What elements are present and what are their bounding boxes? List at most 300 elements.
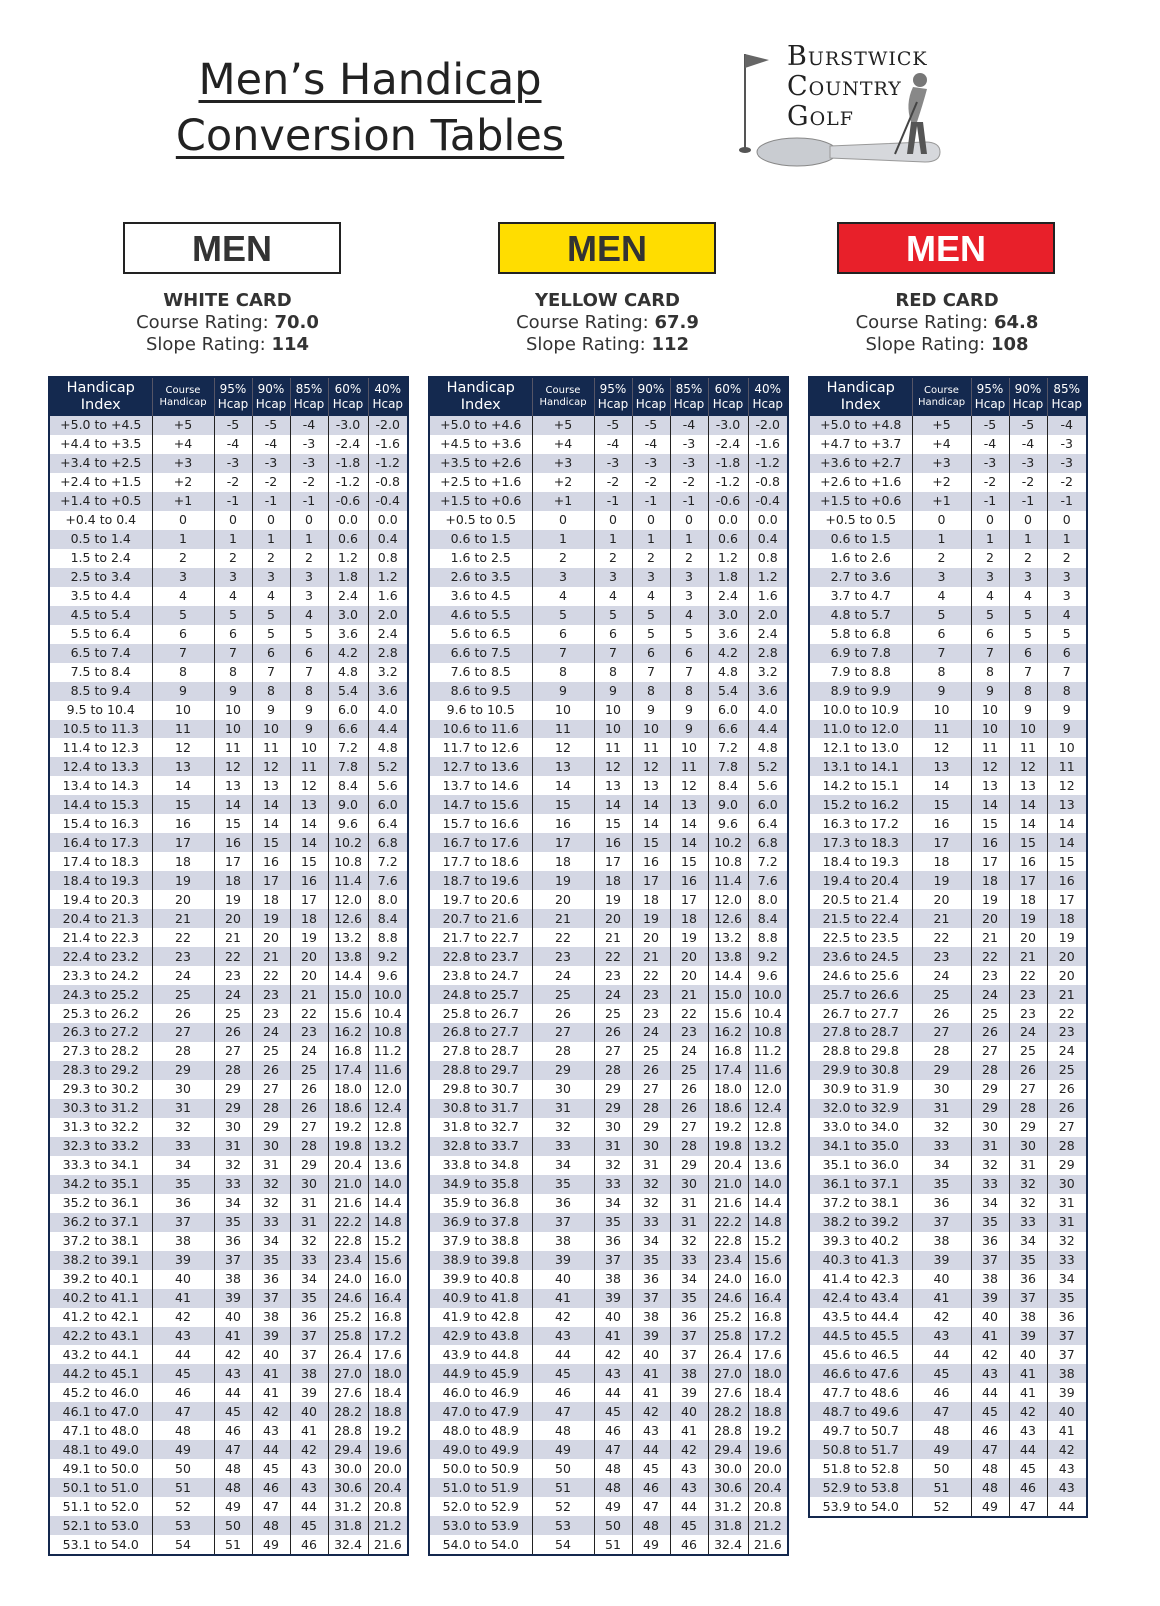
table-cell: 7 <box>594 644 632 663</box>
handicap-index-cell: 42.9 to 43.8 <box>429 1327 532 1346</box>
table-cell: 29 <box>214 1080 252 1099</box>
table-cell: 50 <box>152 1459 214 1478</box>
table-cell: 6 <box>1009 644 1047 663</box>
table-cell: -4 <box>290 416 328 435</box>
table-row <box>49 606 408 625</box>
table-cell: 15 <box>1047 852 1087 871</box>
table-cell: 27 <box>1047 1118 1087 1137</box>
table-cell: -0.4 <box>748 492 788 511</box>
table-cell: 10 <box>1047 738 1087 757</box>
table-row <box>429 1364 788 1383</box>
table-cell: 26 <box>1009 1061 1047 1080</box>
table-cell: 17 <box>532 833 594 852</box>
handicap-index-cell: 4.5 to 5.4 <box>49 606 152 625</box>
table-cell: -4 <box>252 435 290 454</box>
table-cell: 13.8 <box>328 947 368 966</box>
handicap-index-cell: 20.5 to 21.4 <box>809 890 912 909</box>
table-cell: 20 <box>632 928 670 947</box>
table-cell: 45 <box>214 1402 252 1421</box>
table-cell: 30 <box>971 1118 1009 1137</box>
table-cell: 34 <box>912 1156 971 1175</box>
table-cell: 9.6 <box>328 814 368 833</box>
table-cell: 41 <box>971 1327 1009 1346</box>
table-cell: 21 <box>670 985 708 1004</box>
table-cell: 37 <box>912 1213 971 1232</box>
table-cell: 21 <box>1009 947 1047 966</box>
table-cell: 4 <box>971 587 1009 606</box>
yellow-card-name: YELLOW CARD <box>535 290 680 311</box>
table-cell: 4.8 <box>328 663 368 682</box>
table-cell: 11 <box>252 738 290 757</box>
table-row <box>809 795 1087 814</box>
table-cell: 42 <box>632 1402 670 1421</box>
table-row <box>809 1383 1087 1402</box>
table-cell: 41 <box>252 1364 290 1383</box>
table-cell: 44 <box>632 1440 670 1459</box>
handicap-index-cell: 19.7 to 20.6 <box>429 890 532 909</box>
table-cell: 0 <box>252 511 290 530</box>
table-cell: -1.2 <box>328 473 368 492</box>
table-cell: 0.0 <box>748 511 788 530</box>
table-cell: 51 <box>912 1478 971 1497</box>
table-cell: 17.4 <box>328 1061 368 1080</box>
table-cell: 18.0 <box>368 1364 408 1383</box>
table-cell: 32 <box>252 1175 290 1194</box>
table-cell: 3 <box>290 568 328 587</box>
column-header: 85% Hcap <box>670 377 708 416</box>
table-cell: 18.8 <box>748 1402 788 1421</box>
table-cell: 8 <box>1047 682 1087 701</box>
table-cell: 16.4 <box>368 1289 408 1308</box>
table-cell: 22 <box>252 966 290 985</box>
table-cell: 6.0 <box>708 701 748 720</box>
table-cell: 15.6 <box>368 1251 408 1270</box>
table-cell: 14 <box>912 776 971 795</box>
table-row <box>809 1402 1087 1421</box>
table-cell: 13 <box>252 776 290 795</box>
table-cell: 2.4 <box>708 587 748 606</box>
table-row <box>809 625 1087 644</box>
table-cell: 21 <box>290 985 328 1004</box>
table-row <box>429 852 788 871</box>
table-cell: 17 <box>1047 890 1087 909</box>
table-cell: 39 <box>252 1327 290 1346</box>
column-header: 95% Hcap <box>971 377 1009 416</box>
table-cell: 14 <box>971 795 1009 814</box>
table-cell: 40 <box>594 1308 632 1327</box>
table-cell: 25.8 <box>328 1327 368 1346</box>
table-cell: 9 <box>1009 701 1047 720</box>
table-row <box>809 1118 1087 1137</box>
table-cell: 8.0 <box>368 890 408 909</box>
table-row <box>49 568 408 587</box>
table-cell: 17 <box>670 890 708 909</box>
table-cell: 6.4 <box>368 814 408 833</box>
table-cell: -2.4 <box>328 435 368 454</box>
table-cell: 42 <box>214 1345 252 1364</box>
handicap-index-cell: +1.4 to +0.5 <box>49 492 152 511</box>
handicap-index-cell: 28.8 to 29.8 <box>809 1042 912 1061</box>
handicap-index-cell: 52.0 to 52.9 <box>429 1497 532 1516</box>
table-cell: +1 <box>152 492 214 511</box>
table-cell: 14 <box>290 814 328 833</box>
table-row <box>49 814 408 833</box>
table-cell: 29 <box>594 1080 632 1099</box>
table-cell: 16.4 <box>748 1289 788 1308</box>
white-card-table <box>48 376 409 1556</box>
table-cell: 48 <box>214 1478 252 1497</box>
handicap-index-cell: +2.5 to +1.6 <box>429 473 532 492</box>
table-cell: 14 <box>152 776 214 795</box>
white-card-banner: MEN <box>123 222 341 274</box>
table-cell: 20 <box>252 928 290 947</box>
table-row <box>809 757 1087 776</box>
table-cell: 42 <box>1047 1440 1087 1459</box>
handicap-index-cell: 12.1 to 13.0 <box>809 738 912 757</box>
table-cell: 20 <box>1047 966 1087 985</box>
handicap-index-cell: 16.3 to 17.2 <box>809 814 912 833</box>
table-cell: 0 <box>594 511 632 530</box>
table-cell: -1.2 <box>748 454 788 473</box>
table-cell: 37 <box>670 1327 708 1346</box>
table-cell: 6.6 <box>708 720 748 739</box>
table-cell: 21 <box>532 909 594 928</box>
table-row <box>49 1118 408 1137</box>
table-cell: 27 <box>912 1023 971 1042</box>
table-cell: 24 <box>594 985 632 1004</box>
handicap-index-cell: 40.2 to 41.1 <box>49 1289 152 1308</box>
table-cell: 4.8 <box>748 738 788 757</box>
table-cell: 5 <box>252 625 290 644</box>
table-cell: 11 <box>971 738 1009 757</box>
table-cell: 22.8 <box>708 1232 748 1251</box>
table-cell: 26 <box>670 1080 708 1099</box>
table-row <box>809 1213 1087 1232</box>
table-cell: 31 <box>912 1099 971 1118</box>
handicap-index-cell: +2.4 to +1.5 <box>49 473 152 492</box>
table-cell: 7 <box>1009 663 1047 682</box>
table-cell: 32.4 <box>328 1535 368 1555</box>
table-cell: 14.0 <box>748 1175 788 1194</box>
table-cell: -5 <box>632 416 670 435</box>
handicap-index-cell: 33.3 to 34.1 <box>49 1156 152 1175</box>
table-cell: 33 <box>594 1175 632 1194</box>
table-cell: 35 <box>1009 1251 1047 1270</box>
handicap-index-cell: 10.0 to 10.9 <box>809 701 912 720</box>
table-cell: 49 <box>532 1440 594 1459</box>
table-cell: 9 <box>152 682 214 701</box>
handicap-index-cell: 27.8 to 28.7 <box>429 1042 532 1061</box>
table-cell: 13 <box>532 757 594 776</box>
table-cell: 14 <box>252 795 290 814</box>
table-cell: 42 <box>1009 1402 1047 1421</box>
handicap-index-cell: 54.0 to 54.0 <box>429 1535 532 1555</box>
table-cell: 13 <box>971 776 1009 795</box>
handicap-index-cell: +0.4 to 0.4 <box>49 511 152 530</box>
handicap-index-cell: 19.4 to 20.4 <box>809 871 912 890</box>
table-cell: 2 <box>152 549 214 568</box>
table-cell: 36 <box>152 1194 214 1213</box>
column-header: Handicap Index <box>809 377 912 416</box>
table-cell: +4 <box>912 435 971 454</box>
table-cell: 10 <box>971 701 1009 720</box>
table-cell: 9 <box>971 682 1009 701</box>
table-row <box>429 1042 788 1061</box>
table-cell: 5 <box>1009 606 1047 625</box>
table-row <box>49 416 408 435</box>
table-row <box>809 720 1087 739</box>
table-row <box>809 1345 1087 1364</box>
table-cell: +2 <box>152 473 214 492</box>
handicap-index-cell: +3.4 to +2.5 <box>49 454 152 473</box>
table-cell: 14 <box>594 795 632 814</box>
table-cell: 4.2 <box>328 644 368 663</box>
table-cell: 0 <box>971 511 1009 530</box>
table-cell: 23 <box>912 947 971 966</box>
table-row <box>429 871 788 890</box>
table-cell: 7 <box>1047 663 1087 682</box>
handicap-index-cell: +4.7 to +3.7 <box>809 435 912 454</box>
table-cell: 37 <box>1009 1289 1047 1308</box>
table-cell: -3 <box>290 454 328 473</box>
table-cell: 15.2 <box>748 1232 788 1251</box>
table-cell: -3 <box>971 454 1009 473</box>
handicap-index-cell: 41.4 to 42.3 <box>809 1270 912 1289</box>
table-cell: 27.6 <box>328 1383 368 1402</box>
table-cell: 19.2 <box>748 1421 788 1440</box>
table-cell: 17 <box>632 871 670 890</box>
table-cell: 33 <box>632 1213 670 1232</box>
table-row <box>429 985 788 1004</box>
table-cell: 19.2 <box>328 1118 368 1137</box>
table-cell: 0 <box>532 511 594 530</box>
table-cell: 8 <box>1009 682 1047 701</box>
table-row <box>809 682 1087 701</box>
table-cell: 30 <box>1009 1137 1047 1156</box>
table-cell: 39 <box>632 1327 670 1346</box>
table-cell: 51 <box>214 1535 252 1555</box>
table-row <box>49 757 408 776</box>
table-cell: 1.2 <box>748 568 788 587</box>
table-row <box>809 833 1087 852</box>
table-cell: 15 <box>594 814 632 833</box>
table-cell: 26 <box>670 1099 708 1118</box>
table-cell: 18 <box>971 871 1009 890</box>
handicap-index-cell: 45.2 to 46.0 <box>49 1383 152 1402</box>
handicap-index-cell: 43.5 to 44.4 <box>809 1308 912 1327</box>
table-cell: 4 <box>252 587 290 606</box>
table-cell: 18 <box>670 909 708 928</box>
table-cell: 24 <box>214 985 252 1004</box>
table-cell: 14.8 <box>368 1213 408 1232</box>
table-cell: -1 <box>214 492 252 511</box>
table-cell: 23 <box>1009 985 1047 1004</box>
table-cell: 5 <box>632 625 670 644</box>
handicap-index-cell: 7.5 to 8.4 <box>49 663 152 682</box>
table-cell: 25 <box>912 985 971 1004</box>
table-cell: 10.4 <box>748 1004 788 1023</box>
column-header: 85% Hcap <box>1047 377 1087 416</box>
table-cell: 48 <box>532 1421 594 1440</box>
table-cell: 35 <box>252 1251 290 1270</box>
table-cell: 32 <box>632 1194 670 1213</box>
handicap-index-cell: 2.7 to 3.6 <box>809 568 912 587</box>
table-row <box>429 833 788 852</box>
table-cell: 16.8 <box>708 1042 748 1061</box>
table-cell: 3.0 <box>708 606 748 625</box>
table-cell: 7 <box>152 644 214 663</box>
table-cell: 11 <box>532 720 594 739</box>
table-cell: 2 <box>1009 549 1047 568</box>
table-cell: 8.4 <box>368 909 408 928</box>
table-cell: 35 <box>290 1289 328 1308</box>
slope-rating-value: 112 <box>651 334 690 355</box>
table-cell: 26.4 <box>708 1345 748 1364</box>
page-title-line1: Men’s Handicap <box>198 55 542 105</box>
table-cell: -4 <box>670 416 708 435</box>
table-row <box>49 701 408 720</box>
table-cell: 13 <box>594 776 632 795</box>
table-cell: 10 <box>594 701 632 720</box>
table-cell: -1.8 <box>708 454 748 473</box>
handicap-index-cell: 21.5 to 22.4 <box>809 909 912 928</box>
table-cell: 47 <box>594 1440 632 1459</box>
table-cell: 5 <box>214 606 252 625</box>
table-cell: -3.0 <box>328 416 368 435</box>
table-cell: 21 <box>252 947 290 966</box>
yellow-slope-rating <box>428 334 787 356</box>
table-row <box>429 1345 788 1364</box>
table-cell: 2 <box>912 549 971 568</box>
table-cell: 7.8 <box>328 757 368 776</box>
table-cell: 11 <box>632 738 670 757</box>
table-cell: 35 <box>594 1213 632 1232</box>
table-cell: 40 <box>252 1345 290 1364</box>
table-row <box>809 1478 1087 1497</box>
table-cell: 40 <box>290 1402 328 1421</box>
handicap-index-cell: 35.2 to 36.1 <box>49 1194 152 1213</box>
table-cell: 12.0 <box>748 1080 788 1099</box>
table-row <box>809 852 1087 871</box>
table-cell: 19 <box>670 928 708 947</box>
red-card-table <box>808 376 1088 1518</box>
table-cell: 26 <box>1047 1080 1087 1099</box>
table-cell: 13 <box>632 776 670 795</box>
table-cell: 21 <box>632 947 670 966</box>
table-cell: 9.6 <box>368 966 408 985</box>
table-cell: 7.6 <box>748 871 788 890</box>
table-cell: 39 <box>594 1289 632 1308</box>
table-cell: 43 <box>290 1478 328 1497</box>
table-cell: 43 <box>532 1327 594 1346</box>
table-cell: 19 <box>152 871 214 890</box>
table-cell: 31 <box>971 1137 1009 1156</box>
table-cell: 30.6 <box>328 1478 368 1497</box>
table-row <box>429 1535 788 1555</box>
table-cell: 20 <box>594 909 632 928</box>
handicap-index-cell: 26.3 to 27.2 <box>49 1023 152 1042</box>
slope-rating-value: 114 <box>271 334 310 355</box>
handicap-index-cell: 12.7 to 13.6 <box>429 757 532 776</box>
table-row <box>429 1118 788 1137</box>
handicap-index-cell: 0.5 to 1.4 <box>49 530 152 549</box>
table-cell: 19.6 <box>748 1440 788 1459</box>
table-row <box>809 1308 1087 1327</box>
table-cell: 18.4 <box>368 1383 408 1402</box>
table-cell: 13.6 <box>368 1156 408 1175</box>
table-cell: 29.4 <box>328 1440 368 1459</box>
table-cell: 49 <box>912 1440 971 1459</box>
table-cell: 18.8 <box>368 1402 408 1421</box>
table-cell: 23 <box>594 966 632 985</box>
handicap-index-cell: +3.6 to +2.7 <box>809 454 912 473</box>
table-cell: 16.0 <box>368 1270 408 1289</box>
table-row <box>429 947 788 966</box>
table-cell: 36 <box>1047 1308 1087 1327</box>
table-cell: 9.6 <box>708 814 748 833</box>
table-cell: 12 <box>594 757 632 776</box>
table-cell: 45 <box>912 1364 971 1383</box>
table-cell: 0 <box>152 511 214 530</box>
table-cell: 9 <box>912 682 971 701</box>
handicap-index-cell: 29.3 to 30.2 <box>49 1080 152 1099</box>
table-cell: 4 <box>532 587 594 606</box>
handicap-index-cell: 9.6 to 10.5 <box>429 701 532 720</box>
table-row <box>49 1194 408 1213</box>
table-cell: 17.6 <box>748 1345 788 1364</box>
handicap-index-cell: 45.6 to 46.5 <box>809 1345 912 1364</box>
table-cell: 45 <box>670 1516 708 1535</box>
table-cell: 4 <box>152 587 214 606</box>
table-cell: +3 <box>152 454 214 473</box>
table-cell: 16 <box>214 833 252 852</box>
table-cell: 5 <box>290 625 328 644</box>
table-cell: 21 <box>912 909 971 928</box>
table-cell: 40 <box>632 1345 670 1364</box>
table-row <box>429 1459 788 1478</box>
table-cell: 6 <box>912 625 971 644</box>
table-row <box>429 1213 788 1232</box>
table-row <box>429 720 788 739</box>
table-cell: -2 <box>290 473 328 492</box>
table-cell: -1.2 <box>708 473 748 492</box>
table-cell: 28 <box>532 1042 594 1061</box>
yellow-card-table <box>428 376 789 1556</box>
handicap-index-cell: 20.4 to 21.3 <box>49 909 152 928</box>
table-cell: 14 <box>670 814 708 833</box>
table-cell: 31 <box>290 1194 328 1213</box>
table-cell: 18 <box>1009 890 1047 909</box>
handicap-index-cell: 33.0 to 34.0 <box>809 1118 912 1137</box>
table-cell: 4 <box>1009 587 1047 606</box>
handicap-index-cell: 5.5 to 6.4 <box>49 625 152 644</box>
table-cell: 17 <box>152 833 214 852</box>
table-cell: 40 <box>971 1308 1009 1327</box>
table-cell: 4.0 <box>748 701 788 720</box>
table-row <box>49 492 408 511</box>
table-cell: -1 <box>290 492 328 511</box>
table-cell: 32 <box>632 1175 670 1194</box>
table-cell: 5.6 <box>368 776 408 795</box>
table-cell: 27 <box>532 1023 594 1042</box>
table-cell: 6 <box>252 644 290 663</box>
table-cell: 38 <box>912 1232 971 1251</box>
table-cell: 37 <box>214 1251 252 1270</box>
table-cell: 12 <box>214 757 252 776</box>
table-cell: 20.4 <box>328 1156 368 1175</box>
table-cell: 10.0 <box>748 985 788 1004</box>
table-cell: 22 <box>152 928 214 947</box>
